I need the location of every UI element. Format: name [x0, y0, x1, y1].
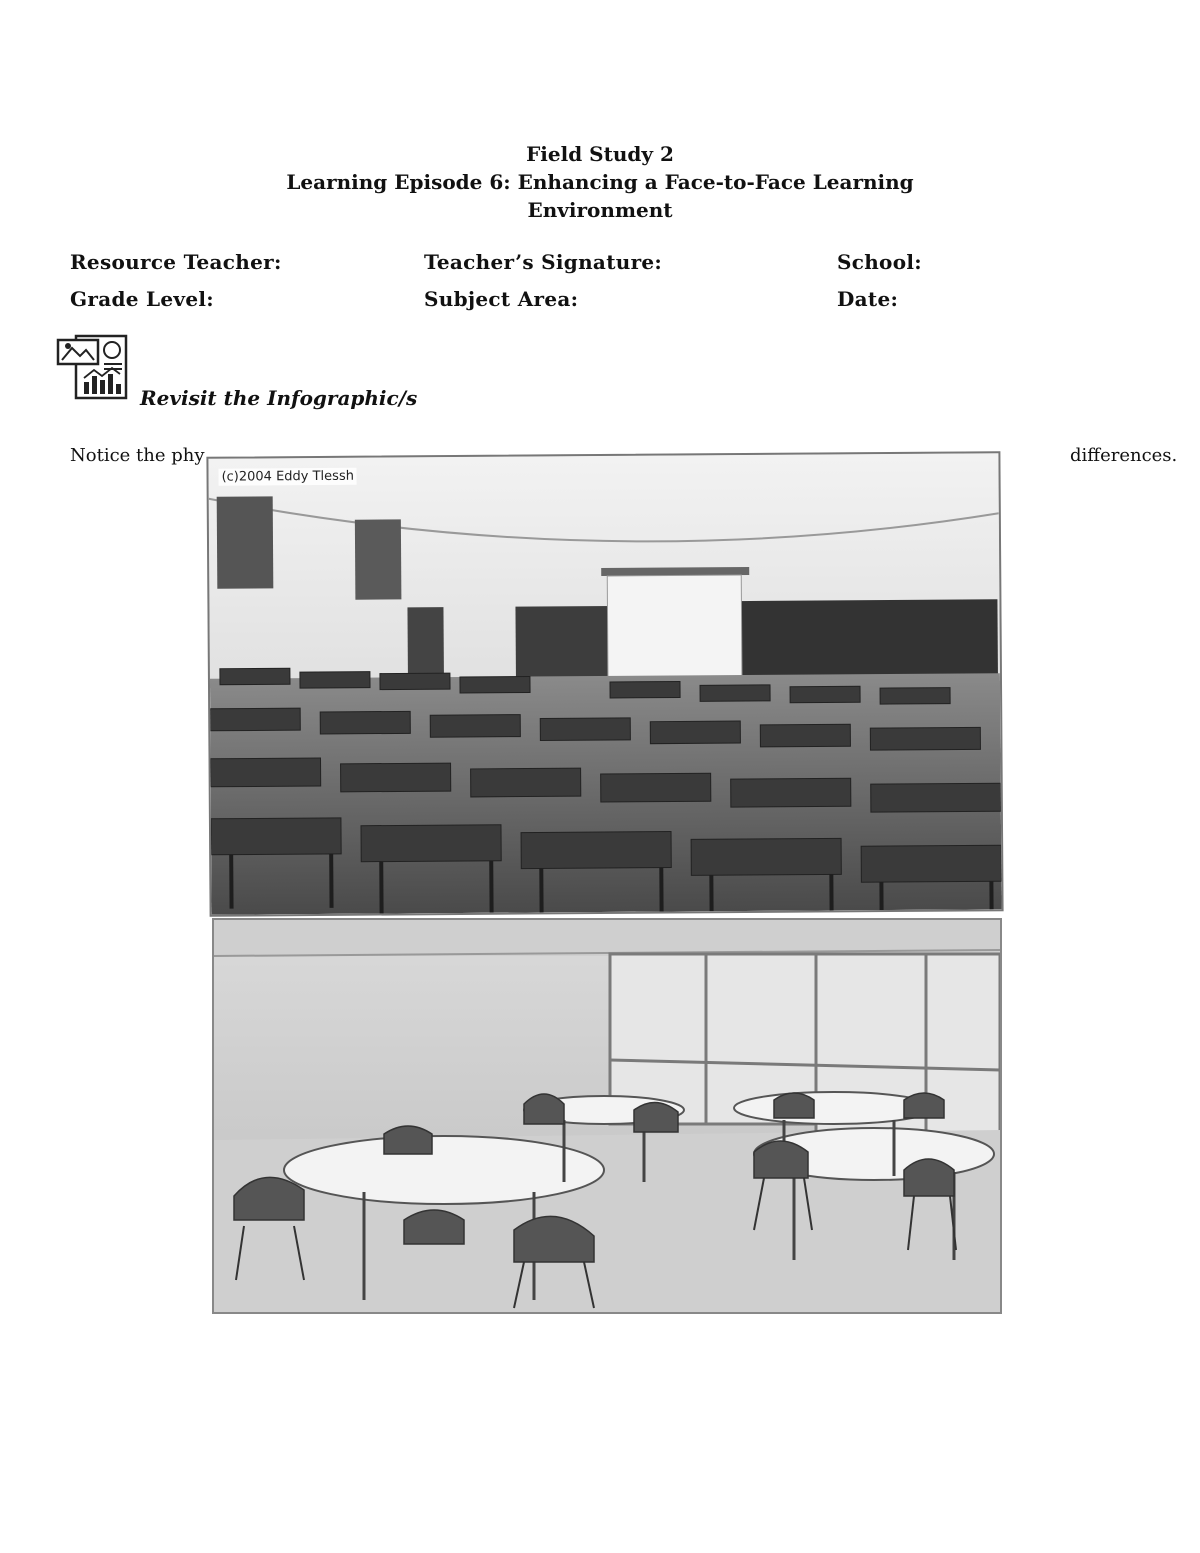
- section-heading: Revisit the Infographic/s: [140, 386, 418, 410]
- document-title: [0, 140, 1200, 224]
- teacher-signature-label: Teacher’s Signature:: [424, 250, 663, 274]
- title-episode: Learning Episode 6: Enhancing a Face-to-Face Learning: [286, 170, 914, 194]
- traditional-classroom-photo: [206, 451, 1003, 917]
- instruction-end: differences.: [1070, 445, 1178, 466]
- date-label: Date:: [837, 287, 899, 311]
- title-course: Field Study 2: [526, 142, 674, 166]
- resource-teacher-label: Resource Teacher:: [70, 250, 282, 274]
- infographic-icon: [56, 334, 130, 400]
- title-episode-cont: Environment: [527, 198, 673, 222]
- instruction-start: Notice the phy: [70, 445, 205, 466]
- school-label: School:: [837, 250, 922, 274]
- photo-credit: (c)2004 Eddy Tlessh: [218, 468, 357, 486]
- grade-level-label: Grade Level:: [70, 287, 214, 311]
- modern-classroom-photo: [212, 918, 1002, 1314]
- subject-area-label: Subject Area:: [424, 287, 579, 311]
